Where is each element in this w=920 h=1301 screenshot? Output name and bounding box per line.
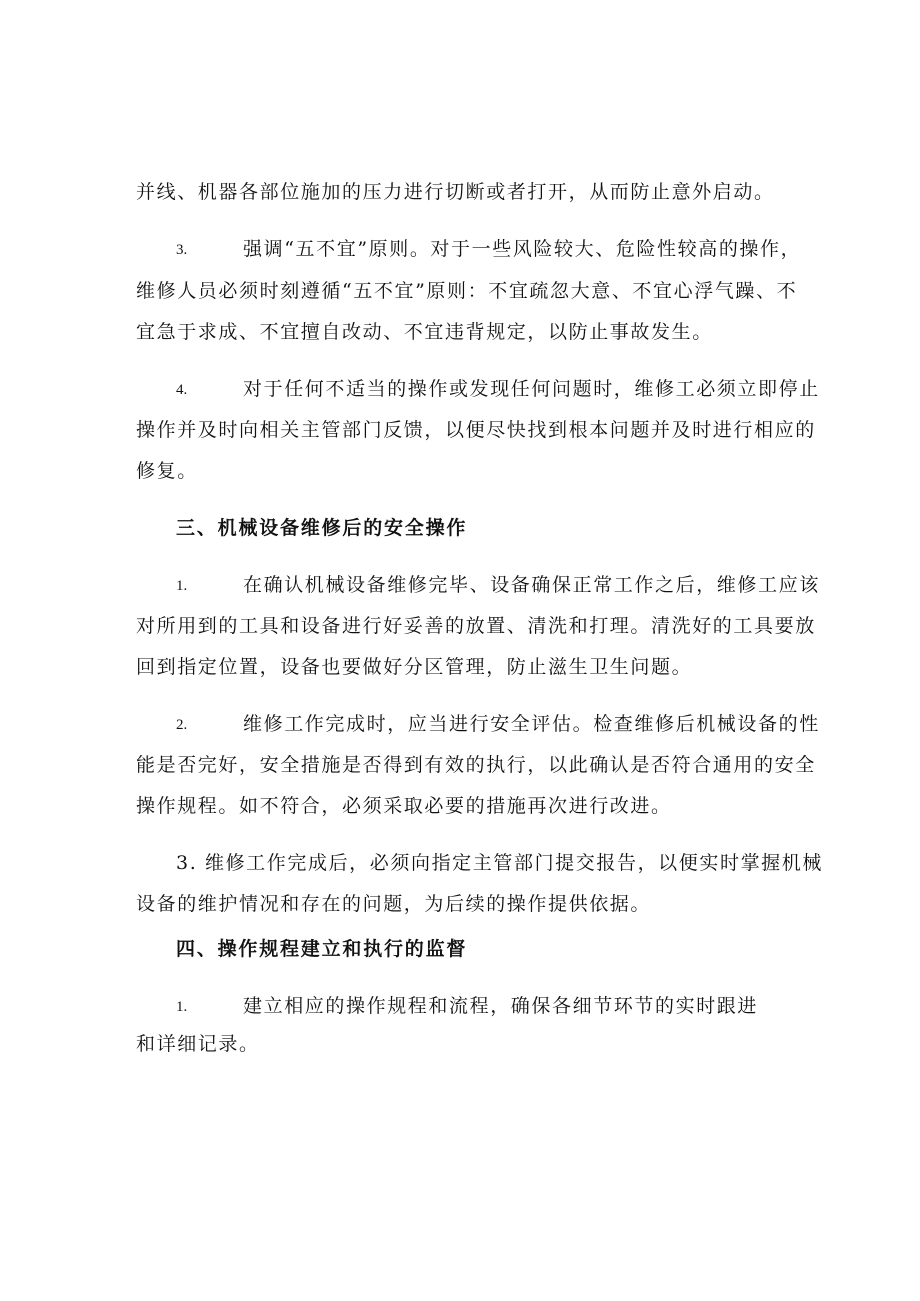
item-number: 4. — [176, 382, 188, 398]
paragraph-line: 维修工作完成时，应当进行安全评估。检查维修后机械设备的性 — [243, 713, 820, 735]
section-heading: 四、操作规程建立和执行的监督 — [176, 938, 468, 960]
paragraph-line: 3. 维修工作完成后，必须向指定主管部门提交报告，以便实时掌握机械 — [176, 852, 823, 874]
paragraph-line: 设备的维护情况和存在的问题，为后续的操作提供依据。 — [136, 893, 652, 915]
paragraph-line: 操作并及时向相关主管部门反馈，以便尽快找到根本问题并及时进行相应的 — [136, 419, 816, 441]
section-heading: 三、机械设备维修后的安全操作 — [176, 517, 468, 539]
item-number: 2. — [176, 717, 188, 733]
paragraph-line: 维修人员必须时刻遵循“五不宜”原则：不宜疏忽大意、不宜心浮气躁、不 — [136, 280, 798, 302]
item-number: 3. — [176, 242, 188, 258]
item-number: 1. — [176, 578, 188, 594]
paragraph-line: 对于任何不适当的操作或发现任何问题时，维修工必须立即停止 — [243, 378, 820, 400]
item-number: 1. — [176, 999, 188, 1015]
paragraph-line: 操作规程。如不符合，必须采取必要的措施再次进行改进。 — [136, 795, 672, 817]
paragraph-line: 在确认机械设备维修完毕、设备确保正常工作之后，维修工应该 — [243, 574, 820, 596]
paragraph-line: 回到指定位置，设备也要做好分区管理，防止滋生卫生问题。 — [136, 656, 693, 678]
paragraph-line: 并线、机器各部位施加的压力进行切断或者打开，从而防止意外启动。 — [136, 181, 775, 203]
paragraph-line: 宜急于求成、不宜擅自改动、不宜违背规定，以防止事故发生。 — [136, 321, 713, 343]
paragraph-line: 对所用到的工具和设备进行好妥善的放置、清洗和打理。清洗好的工具要放 — [136, 615, 816, 637]
paragraph-line: 和详细记录。 — [136, 1033, 260, 1055]
paragraph-line: 修复。 — [136, 460, 198, 482]
paragraph-line: 强调“五不宜”原则。对于一些风险较大、危险性较高的操作， — [243, 238, 802, 260]
paragraph-line: 建立相应的操作规程和流程，确保各细节环节的实时跟进 — [243, 995, 759, 1017]
paragraph-line: 能是否完好，安全措施是否得到有效的执行，以此确认是否符合通用的安全 — [136, 754, 816, 776]
